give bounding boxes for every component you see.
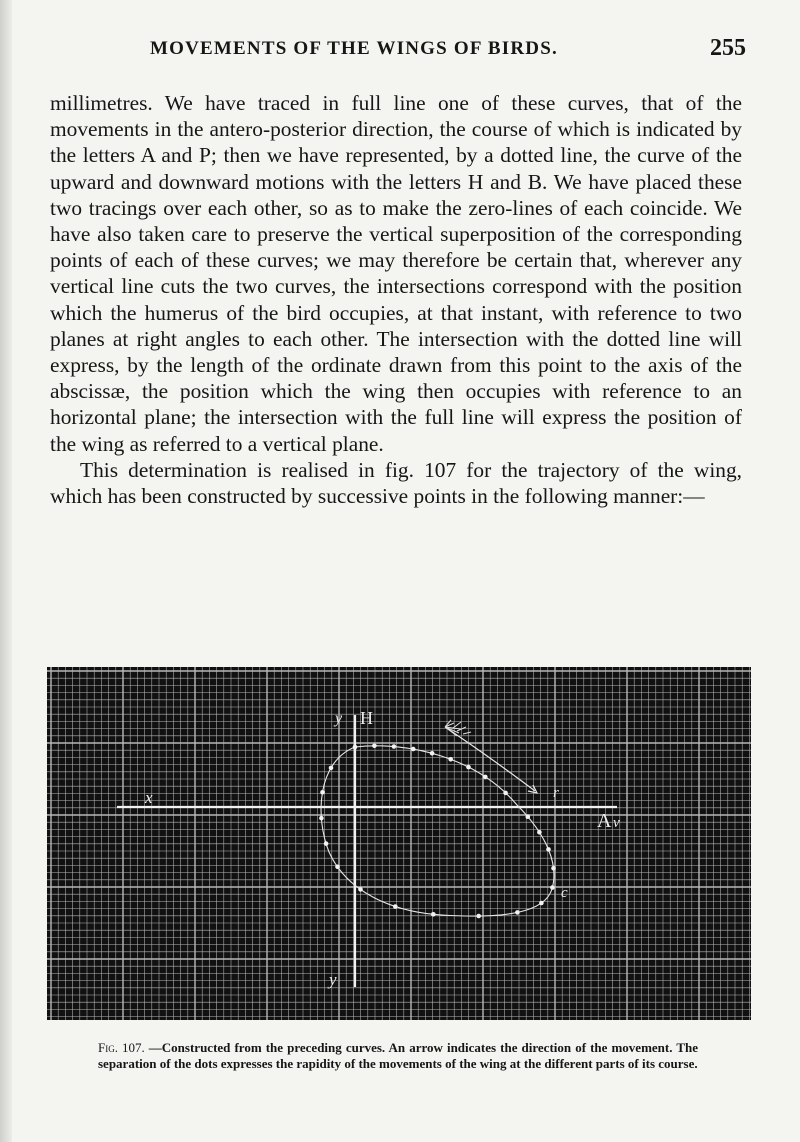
body-text [50, 90, 742, 509]
label-y-bottom: y [329, 970, 337, 989]
trajectory-dot [550, 885, 555, 890]
figure-caption [98, 1040, 698, 1071]
trajectory-dot [448, 757, 453, 762]
trajectory-dot [476, 914, 481, 919]
trajectory-dot [320, 790, 325, 795]
paragraph-1: millimetres. We have traced in full line one of these curves, that of the movements in the antero-posterior direction, the course of which is indicated by the letters A and P; then we have represented, by a dotted line, the curve of the upward and downward motions with the letters H and B. We have placed these two tracings over each other, so as to make the zero-lines of each coincide. We have also taken care to preserve the vertical superposition of the corresponding points of each of these curves; we may therefore be certain that, wherever any vertical line cuts the two curves, the intersections correspond with the position which the humerus of the bird occupies, at that instant, with reference to two planes at right angles to each other. The intersection with the dotted line will express, by the length of the ordinate drawn from this point to the axis of the abscissæ, the position which the wing then occupies with reference to an horizontal plane; the intersection with the full line will express the position of the wing as referred to a vertical plane. [50, 91, 742, 456]
trajectory-dot [358, 887, 363, 892]
trajectory-dot [526, 814, 531, 819]
trajectory-dot [353, 745, 358, 750]
trajectory-dot [392, 744, 397, 749]
label-c: c [561, 885, 568, 901]
trajectory-dot [372, 744, 377, 749]
trajectory-diagram [47, 667, 751, 1020]
label-y-top: y [335, 710, 343, 727]
label-r: r [553, 785, 559, 801]
running-head-title: MOVEMENTS OF THE WINGS OF BIRDS. [150, 38, 558, 59]
label-x-left: x [145, 788, 153, 807]
trajectory-dot [393, 904, 398, 909]
trajectory-dot [319, 816, 324, 821]
trajectory-dot [503, 791, 508, 796]
trajectory-dot [483, 775, 488, 780]
figure-107 [47, 667, 751, 1020]
trajectory-dot [324, 841, 329, 846]
trajectory-dot [411, 747, 416, 752]
page-edge-shadow [0, 0, 12, 1142]
trajectory-dot [539, 901, 544, 906]
label-v: v [613, 815, 620, 831]
trajectory-dot [430, 751, 435, 756]
trajectory-dot [515, 910, 520, 915]
trajectory-dot [431, 912, 436, 917]
trajectory-dot [546, 847, 551, 852]
paragraph-2: This determination is realised in fig. 107 for the trajectory of the wing, which has been constructed by successive points in the following manner:— [50, 457, 742, 509]
trajectory-dot [335, 865, 340, 870]
page-number: 255 [710, 35, 746, 61]
grid-lines [47, 667, 751, 1020]
direction-arrow-icon [445, 720, 537, 793]
trajectory-dot [551, 866, 556, 871]
trajectory-dot [537, 830, 542, 835]
trajectory-dot [466, 765, 471, 770]
label-a: A [597, 810, 612, 832]
trajectory-dot [329, 766, 334, 771]
caption-text: —Constructed from the preceding curves. An arrow indicates the direction of the movement. The separation of the dots expresses the rapidity of the movements of the wing at the different parts of its course. [98, 1040, 698, 1071]
label-h: H [360, 708, 373, 728]
caption-label: Fig. 107. [98, 1040, 145, 1055]
